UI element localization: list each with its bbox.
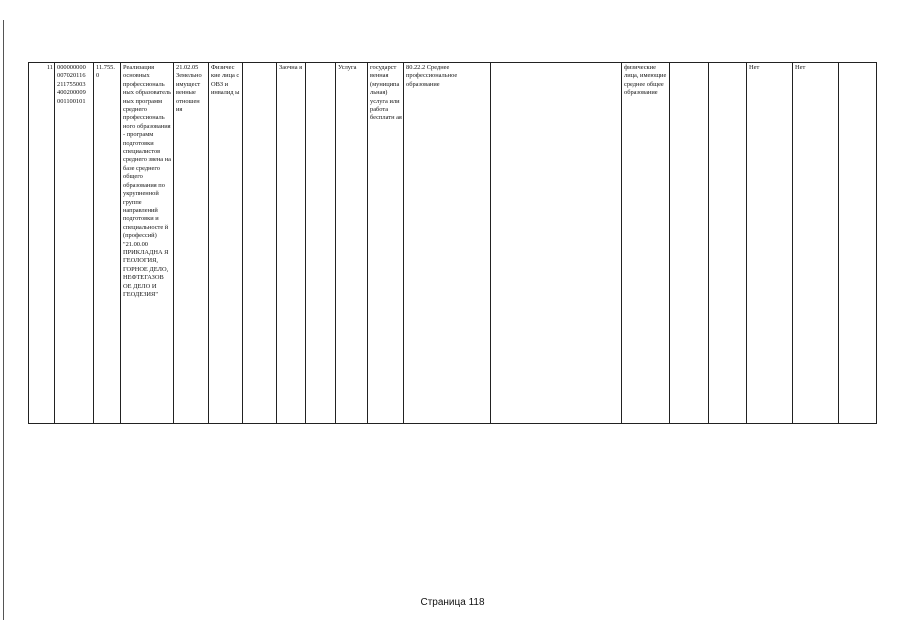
service-name-cell: Реализация основных профессиональ ных образователь ных программ среднего профессиональ ного образования - программ подготовки специалистов среднего звена на базе среднего общего образования по укрупненной группе направлений подготовки и специальносте й (профессий) "21.00.00 ПРИКЛАДНА Я ГЕОЛОГИЯ, ГОРНОЕ ДЕЛО, НЕФТЕГАЗОВ ОЕ ДЕЛО И ГЕОДЕЗИЯ" (121, 63, 174, 424)
study-form-cell: Заочна я (277, 63, 306, 424)
specialty-code-cell: 21.02.05 Земельно имущест венные отношен ия (174, 63, 209, 424)
okved-code-cell: 11.755. 0 (94, 63, 121, 424)
empty-cell (243, 63, 277, 424)
table-row (29, 63, 877, 424)
empty-cell (491, 63, 622, 424)
empty-cell (670, 63, 709, 424)
empty-cell (839, 63, 877, 424)
page-number: Страница 118 (420, 597, 485, 608)
payment-basis-cell: государст венная (муниципа льная) услуга или работа бесплатн ая (368, 63, 404, 424)
left-margin-rule (3, 20, 4, 620)
row-number-cell: 11 (29, 63, 55, 424)
empty-cell (306, 63, 336, 424)
registry-code-cell: 000000000 007020116 211755003 400200009 001100101 (55, 63, 94, 424)
consumer-category-cell: Физичес кие лица с ОВЗ и инвалид ы (209, 63, 243, 424)
flag-cell: Нет (793, 63, 839, 424)
empty-cell (709, 63, 747, 424)
okved-description-cell: 80.22.2 Среднее профессиональное образование (404, 63, 491, 424)
type-cell: Услуга (336, 63, 368, 424)
recipients-cell: физические лица, имеющие среднее общее образование (622, 63, 670, 424)
registry-table (28, 62, 877, 424)
flag-cell: Нет (747, 63, 793, 424)
